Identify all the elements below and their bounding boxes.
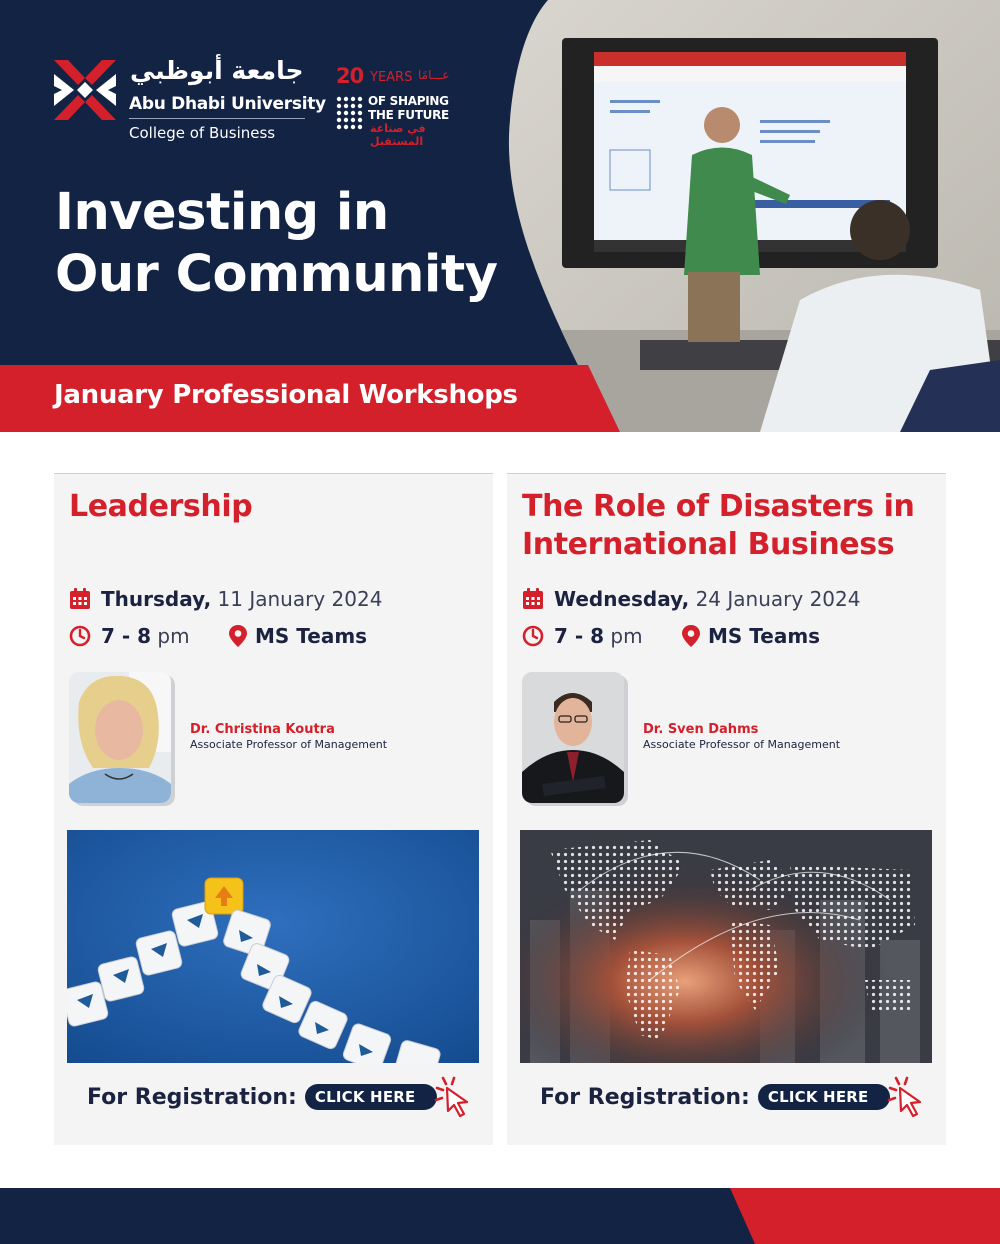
anniversary-badge — [336, 64, 461, 148]
logo-english: Abu Dhabi University — [129, 94, 326, 114]
click-here-button[interactable] — [305, 1084, 438, 1110]
location-pin-icon — [682, 625, 700, 647]
speaker-name: Dr. Sven Dahms — [643, 722, 759, 737]
workshop-time-bold: 7 - 8 — [101, 624, 152, 648]
page-headline — [55, 182, 498, 306]
registration-label: For Registration: — [87, 1084, 297, 1110]
clock-icon — [522, 625, 544, 647]
workshop-card-leadership — [54, 473, 493, 1145]
workshop-location-text: MS Teams — [708, 624, 821, 648]
header-banner — [0, 0, 1000, 432]
workshop-date — [522, 587, 860, 611]
anniversary-line1: OF SHAPING — [368, 94, 449, 108]
anniversary-line2: THE FUTURE — [368, 108, 449, 122]
workshop-time-bold: 7 - 8 — [554, 624, 605, 648]
anniversary-number: 20 — [336, 64, 364, 88]
dot-grid-icon — [336, 96, 364, 134]
anniversary-word: YEARS — [370, 70, 413, 85]
speaker-role: Associate Professor of Management — [643, 738, 841, 751]
headline-line-2: Our Community — [55, 245, 498, 304]
calendar-icon — [69, 588, 91, 610]
clock-icon — [69, 625, 91, 647]
workshop-location-text: MS Teams — [255, 624, 368, 648]
registration-row — [540, 1084, 890, 1110]
footer-accent — [730, 1188, 1000, 1244]
workshop-date-text: 24 January 2024 — [695, 587, 861, 611]
anniversary-arabic-word: عـــامًا — [418, 68, 450, 82]
location-pin-icon — [229, 625, 247, 647]
world-map-city-image — [520, 830, 932, 1063]
band-title: January Professional Workshops — [54, 380, 518, 410]
click-here-label: CLICK HERE — [314, 1088, 416, 1106]
calendar-icon — [522, 588, 544, 610]
speaker-photo — [522, 672, 624, 803]
logo-divider — [129, 118, 305, 119]
logo-arabic: جامعة أبوظبي — [130, 56, 304, 85]
workshop-title: Leadership — [69, 489, 253, 524]
workshop-day: Wednesday, — [554, 587, 690, 611]
click-cursor-icon — [433, 1076, 473, 1118]
workshop-time — [69, 624, 190, 648]
workshop-title: The Role of Disasters in International Business — [522, 489, 915, 562]
registration-row — [87, 1084, 437, 1110]
headline-line-1: Investing in — [55, 183, 389, 242]
workshop-card-disasters — [507, 473, 946, 1145]
college-name: College of Business — [129, 124, 276, 142]
registration-label: For Registration: — [540, 1084, 750, 1110]
adu-logo-icon — [54, 60, 116, 120]
speaker-name: Dr. Christina Koutra — [190, 722, 335, 737]
workshop-location — [229, 624, 367, 648]
workshop-day: Thursday, — [101, 587, 212, 611]
speaker-portrait-male — [522, 672, 624, 803]
speaker-photo — [69, 672, 171, 803]
speaker-portrait-female — [69, 672, 171, 803]
workshop-time-unit: pm — [610, 624, 643, 648]
click-cursor-icon — [886, 1076, 926, 1118]
leadership-arrows-image — [67, 830, 479, 1063]
workshop-time-unit: pm — [157, 624, 190, 648]
speaker-role: Associate Professor of Management — [190, 738, 388, 751]
click-here-label: CLICK HERE — [767, 1088, 869, 1106]
anniversary-arabic-line: في صناعة المستقبل — [370, 122, 426, 148]
workshop-location — [682, 624, 820, 648]
footer-bar — [0, 1188, 1000, 1244]
click-here-button[interactable] — [758, 1084, 891, 1110]
workshop-time — [522, 624, 643, 648]
workshop-date — [69, 587, 382, 611]
workshop-date-text: 11 January 2024 — [217, 587, 383, 611]
